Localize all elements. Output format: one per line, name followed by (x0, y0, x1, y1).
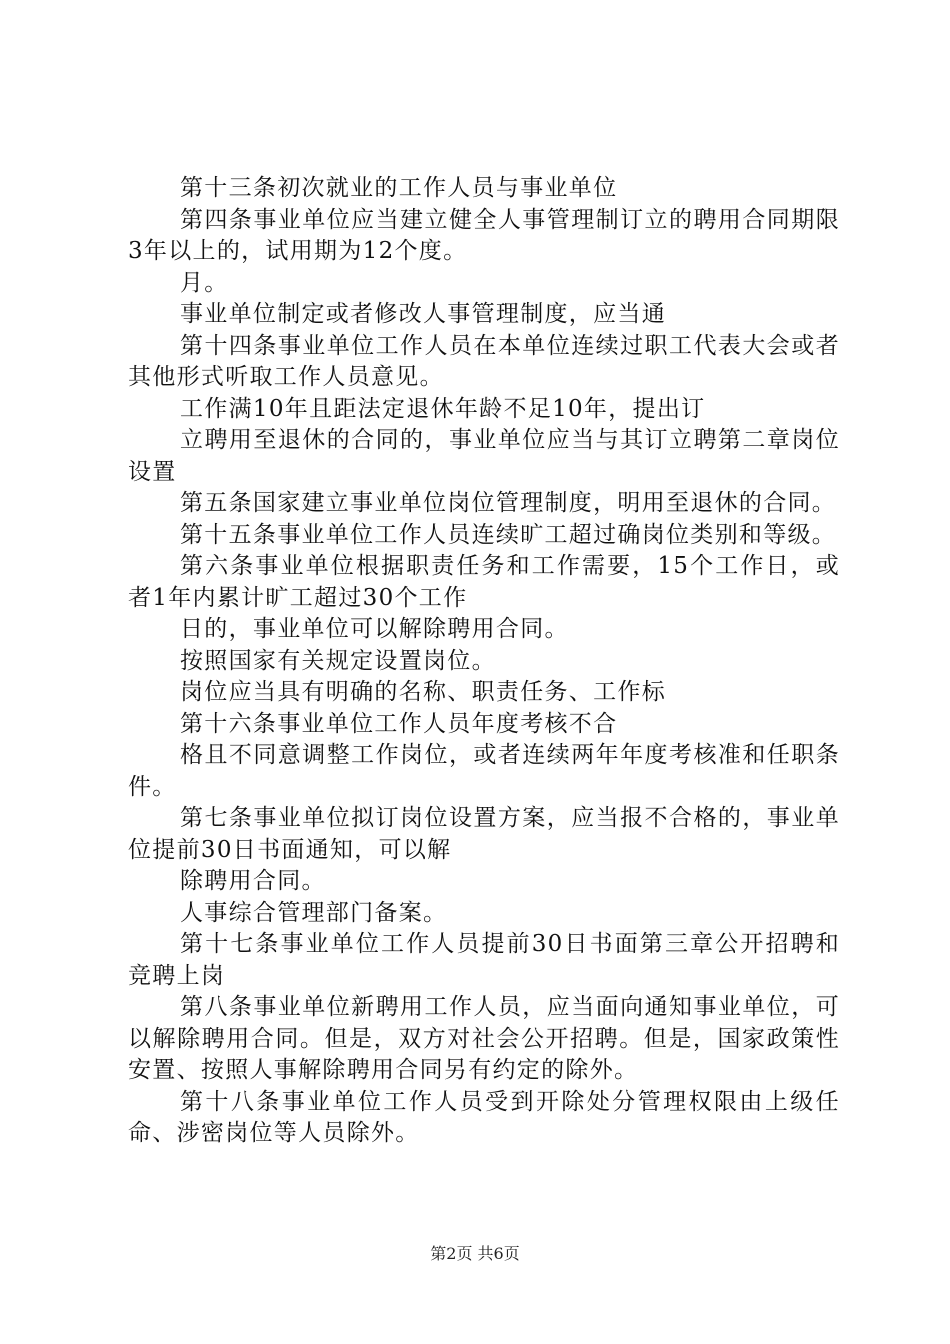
page-number-footer: 第2页 共6页 (430, 1244, 520, 1263)
paragraph: 除聘用合同。 (180, 868, 326, 894)
paragraph: 工作满10年且距法定退休年龄不足10年，提出订 (180, 395, 706, 422)
paragraph: 第十四条事业单位工作人员在本单位连续过职工代表大会或者其他形式听取工作人员意见。 (128, 332, 840, 390)
paragraph: 第四条事业单位应当建立健全人事管理制订立的聘用合同期限3年以上的，试用期为12个度。 (128, 206, 840, 264)
paragraph: 第十五条事业单位工作人员连续旷工超过确岗位类别和等级。 (180, 521, 837, 548)
paragraph: 第八条事业单位新聘用工作人员，应当面向通知事业单位，可以解除聘用合同。但是，双方对社会公开招聘。但是，国家政策性安置、按照人事解除聘用合同另有约定的除外。 (128, 994, 840, 1083)
paragraph: 立聘用至退休的合同的，事业单位应当与其订立聘第二章岗位设置 (128, 427, 840, 485)
paragraph: 第十六条事业单位工作人员年度考核不合 (180, 710, 618, 737)
paragraph: 第十八条事业单位工作人员受到开除处分管理权限由上级任命、涉密岗位等人员除外。 (128, 1088, 840, 1146)
paragraph: 第五条国家建立事业单位岗位管理制度，明用至退休的合同。 (180, 490, 837, 516)
paragraph: 人事综合管理部门备案。 (180, 899, 448, 926)
paragraph: 事业单位制定或者修改人事管理制度，应当通 (180, 301, 666, 327)
paragraph: 第十七条事业单位工作人员提前30日书面第三章公开招聘和竞聘上岗 (128, 931, 840, 989)
paragraph: 岗位应当具有明确的名称、职责任务、工作标 (180, 679, 666, 705)
paragraph: 第十三条初次就业的工作人员与事业单位 (180, 175, 618, 201)
paragraph: 格且不同意调整工作岗位，或者连续两年年度考核准和任职条件。 (128, 742, 840, 800)
paragraph: 第七条事业单位拟订岗位设置方案，应当报不合格的，事业单位提前30日书面通知，可以解 (128, 805, 840, 863)
paragraph: 第六条事业单位根据职责任务和工作需要，15个工作日，或者1年内累计旷工超过30个工作 (128, 553, 840, 611)
paragraph: 月。 (180, 269, 229, 296)
paragraph: 按照国家有关规定设置岗位。 (180, 647, 496, 674)
paragraph: 日的，事业单位可以解除聘用合同。 (180, 616, 569, 642)
document-body (128, 173, 840, 1150)
